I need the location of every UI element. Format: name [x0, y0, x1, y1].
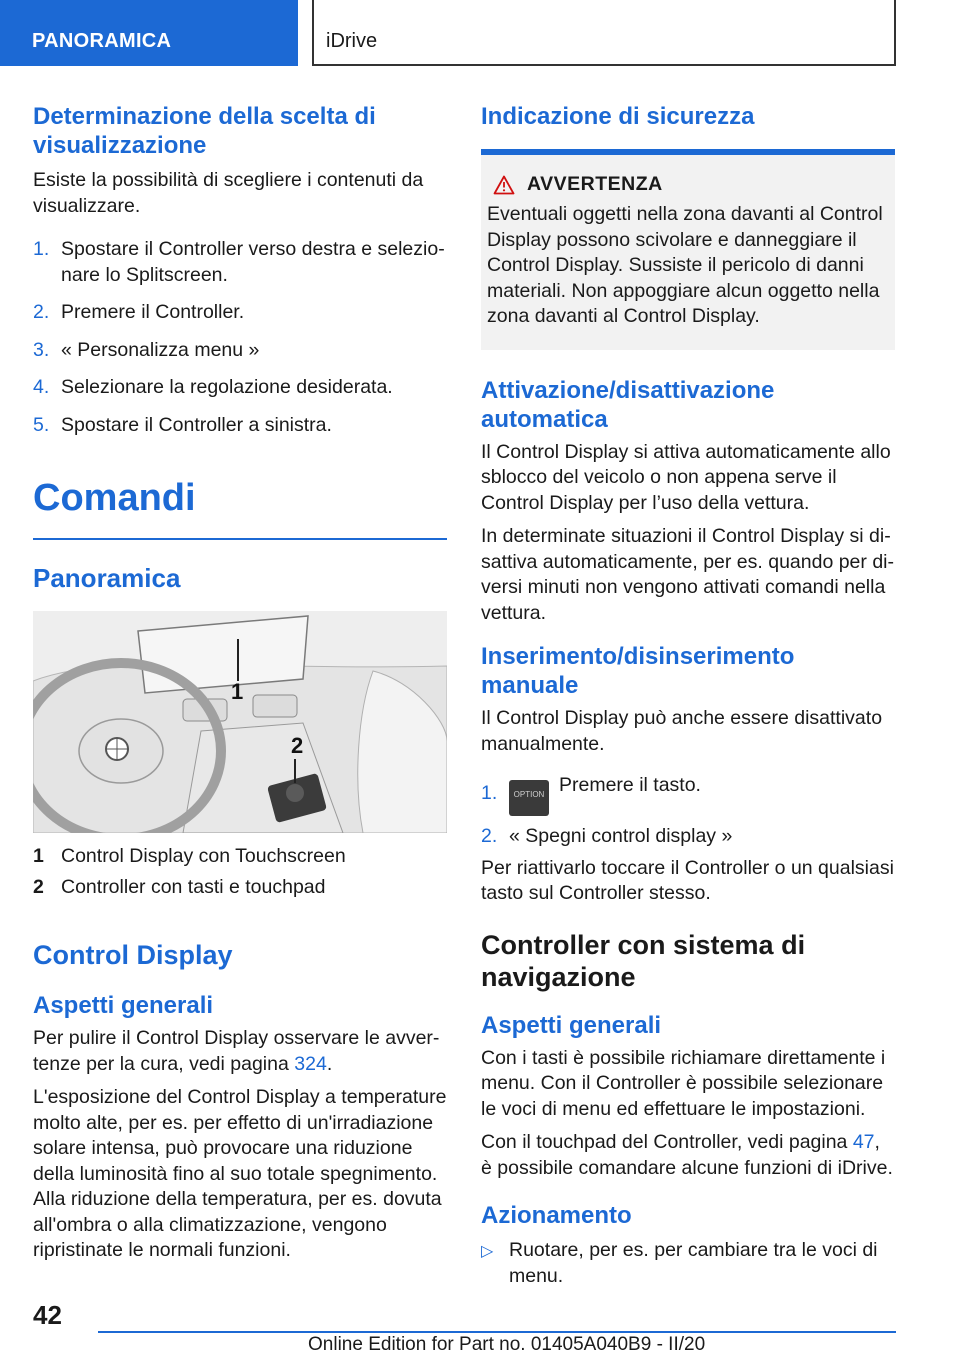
list-item	[481, 1238, 895, 1289]
warning-triangle-icon	[493, 175, 515, 195]
step-text: Spostare il Controller a sinistra.	[61, 413, 332, 436]
paragraph-attivazione-1: Il Control Display si attiva automaticamente allo sblocco del veicolo o non appena serve il Control Display per l’uso della vettura.	[481, 440, 891, 514]
warning-box	[481, 149, 895, 350]
warning-header	[487, 173, 889, 196]
cockpit-illustration	[33, 611, 447, 833]
legend-number: 1	[33, 845, 44, 867]
paragraph-riattivarlo: Per riattivarlo toccare il Controller o un qualsiasi tasto sul Controller stesso.	[481, 856, 894, 904]
paragraph-inserimento: Il Control Display può anche essere disattivato manualmente.	[481, 707, 883, 755]
page-number: 42	[33, 1300, 62, 1330]
heading-aspetti-generali: Aspetti generali	[33, 992, 214, 1019]
legend-text: Control Display con Touchscreen	[61, 845, 346, 867]
triangle-bullet-icon: ▷	[481, 1243, 494, 1260]
heading-comandi: Comandi	[33, 477, 196, 519]
heading-attivazione: Attivazione/disattivazione automatica	[481, 376, 775, 433]
step-number: 2.	[481, 825, 498, 847]
azionamento-list	[481, 1238, 895, 1289]
list-item	[33, 237, 447, 288]
chapter-header	[312, 0, 896, 66]
list-item	[33, 413, 447, 439]
paragraph-tasti: Con i tasti è possibile richiamare direttamente i menu. Con il Controller è possibile selezionare le voci di menu ed effettuare le impostazioni.	[481, 1046, 886, 1120]
legend-item	[33, 872, 447, 903]
list-item	[33, 300, 447, 326]
section-tab-label: PANORAMICA	[32, 30, 172, 52]
step-text: Spostare il Controller verso destra e selezionare lo Splitscreen.	[61, 238, 445, 286]
callout-1: 1	[231, 679, 244, 704]
legend-number: 2	[33, 876, 44, 898]
warning-text: Eventuali oggetti nella zona davanti al Control Display possono scivolare e danneggiare il Control Display. Sussiste il pericolo di danni materiali. Non appoggiare alcun oggetto nella zona davanti al Control Display.	[487, 203, 883, 327]
paragraph-touchpad: Con il touchpad del Controller, vedi pagina 47, è possibile comandare alcune funzioni di iDrive.	[481, 1131, 893, 1179]
warning-title: AVVERTENZA	[527, 173, 663, 195]
list-item	[481, 773, 895, 816]
page-link-324[interactable]: 324	[294, 1052, 327, 1075]
paragraph-pulire: Per pulire il Control Display osservare le avvertenze per la cura, vedi pagina 324.	[33, 1027, 440, 1075]
step-number: 1.	[481, 782, 498, 804]
heading-aspetti-generali-2: Aspetti generali	[481, 1011, 662, 1039]
footer-edition: Online Edition for Part no. 01405A040B9 - II/20	[308, 1334, 706, 1355]
right-column	[481, 100, 895, 1289]
footer-rule	[98, 1331, 896, 1333]
step-text: Premere il tasto.	[559, 774, 701, 796]
paragraph-attivazione-2: In determinate situazioni il Control Display si disattiva automaticamente, per es. quando per diversi minuti non vengono attivati comandi nella vettura.	[481, 525, 894, 624]
step-text: « Personalizza menu »	[61, 338, 260, 361]
page-link-47[interactable]: 47	[852, 1131, 875, 1153]
figure-legend	[33, 841, 447, 903]
heading-inserimento: Inserimento/disinserimento manuale	[481, 643, 795, 699]
step-number: 2.	[33, 301, 50, 323]
legend-item	[33, 841, 447, 872]
step-number: 3.	[33, 338, 50, 361]
list-item	[33, 375, 447, 401]
heading-determinazione: Determinazione della scelta di visualizzazione	[33, 103, 376, 159]
chapter-title: iDrive	[326, 30, 378, 52]
cockpit-drawing	[33, 611, 447, 833]
option-button-icon: OPTION	[509, 780, 549, 816]
section-tab	[0, 0, 298, 66]
left-column	[33, 100, 447, 1264]
paragraph-determinazione: Esiste la possibilità di scegliere i contenuti da visualizzare.	[33, 169, 424, 217]
step-number: 4.	[33, 376, 50, 398]
bullet-text: Ruotare, per es. per cambiare tra le voci di menu.	[509, 1239, 878, 1287]
heading-sicurezza: Indicazione di sicurezza	[481, 103, 755, 130]
step-text: Selezionare la regolazione desiderata.	[61, 376, 393, 398]
heading-azionamento: Azionamento	[481, 1202, 632, 1229]
heading-control-display: Control Display	[33, 940, 233, 970]
steps-list	[33, 237, 447, 438]
heading-rule	[33, 538, 447, 540]
heading-navigazione: Controller con sistema di navigazione	[481, 929, 806, 992]
callout-2: 2	[291, 733, 304, 758]
step-number: 5.	[33, 413, 50, 436]
step-text: Premere il Controller.	[61, 301, 245, 323]
paragraph-esposizione: L'esposizione del Control Display a temperature molto alte, per es. per effetto di un'irradiazione solare intensa, può provocare una riduzione della luminosità fino al suo totale spegnimento. Alla riduzione della temperatura, per es. dovuta all'ombra o alla climatizzazione, vengono ripristinate le normali funzioni.	[33, 1086, 447, 1261]
list-item	[481, 824, 895, 850]
step-number: 1.	[33, 238, 50, 260]
legend-text: Controller con tasti e touchpad	[61, 876, 326, 898]
manual-steps-list	[481, 773, 895, 850]
list-item	[33, 338, 447, 364]
heading-panoramica: Panoramica	[33, 563, 181, 593]
step-text: « Spegni control display »	[509, 825, 733, 847]
